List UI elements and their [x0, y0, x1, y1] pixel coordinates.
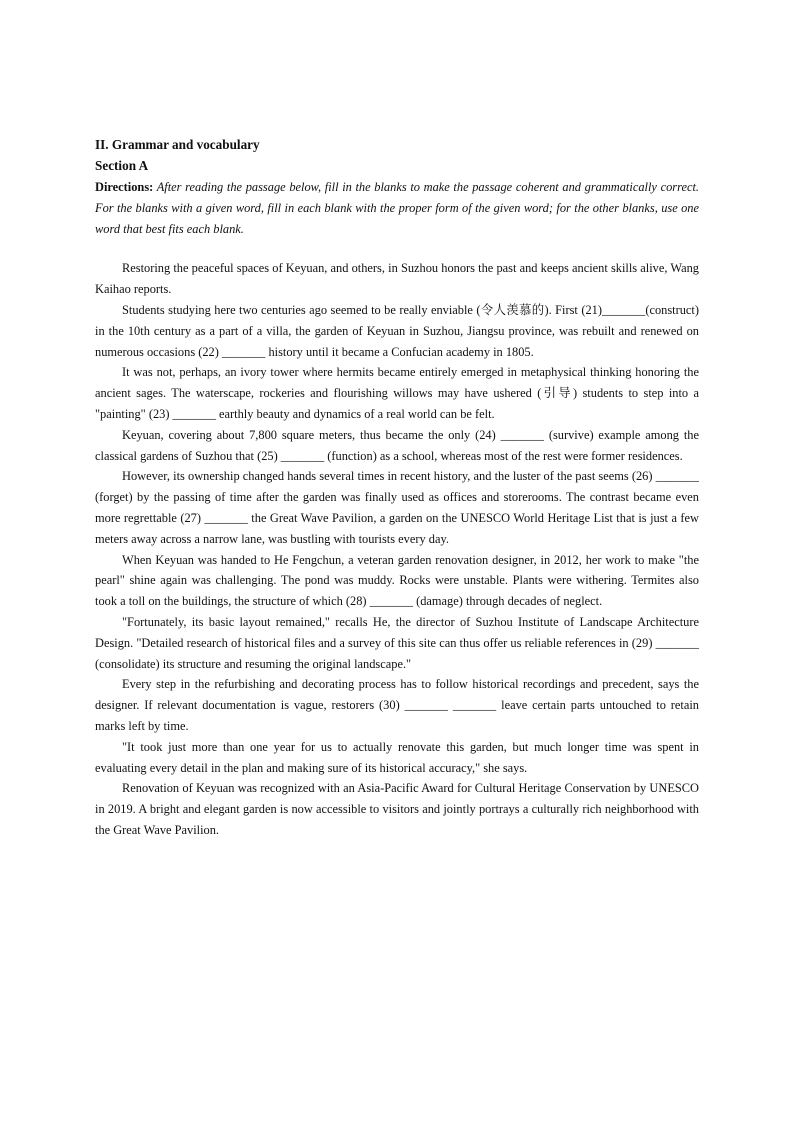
section-title: II. Grammar and vocabulary	[95, 137, 260, 152]
directions-label: Directions:	[95, 180, 154, 194]
paragraph-time-quote: "It took just more than one year for us to actually renovate this garden, but much longer time was spent in evaluating every detail in the plan and making sure of its historical accuracy," she says.	[95, 739, 699, 775]
paragraph-students: Students studying here two centuries ago seemed to be really enviable (令人羡慕的). First (21)_______(construct) in the 10th century as a part of a villa, the garden of Keyuan in Suzhou, Jiangsu province, was rebuilt and renewed on numerous occasions (22) _______ history until it became a Confucian academy in 1805.	[95, 302, 699, 359]
paragraph-intro: Restoring the peaceful spaces of Keyuan, and others, in Suzhou honors the past and keeps ancient skills alive, Wang Kaihao reports.	[95, 261, 699, 297]
document-body	[95, 135, 699, 841]
directions	[95, 177, 699, 239]
paragraph-ownership: However, its ownership changed hands several times in recent history, and the luster of the past seems (26) _______ (forget) by the passing of time after the garden was finally used as offices and storerooms. The contrast became even more regrettable (27) _______ the Great Wave Pavilion, a garden on the UNESCO World Heritage List that is just a few meters away across a narrow lane, was bustling with tourists every day.	[95, 469, 699, 546]
paragraph-renovation-start: When Keyuan was handed to He Fengchun, a veteran garden renovation designer, in 2012, her work to make "the pearl" shine again was challenging. The pond was muddy. Rocks were unstable. Plants were withering. Termites also took a toll on the buildings, the structure of which (28) _______ (damage) through decades of neglect.	[95, 552, 699, 609]
passage	[95, 258, 699, 840]
directions-text: After reading the passage below, fill in the blanks to make the passage coherent and grammatically correct. For the blanks with a given word, fill in each blank with the proper form of the given word; for the other blanks, use one word that best fits each blank.	[95, 180, 699, 236]
paragraph-award: Renovation of Keyuan was recognized with an Asia-Pacific Award for Cultural Heritage Conservation by UNESCO in 2019. A bright and elegant garden is now accessible to visitors and jointly portrays a culturally rich neighborhood with the Great Wave Pavilion.	[95, 781, 699, 837]
paragraph-refurbishing: Every step in the refurbishing and decorating process has to follow historical recordings and precedent, says the designer. If relevant documentation is vague, restorers (30) _______ _______ leave certain parts untouched to retain marks left by time.	[95, 677, 699, 733]
paragraph-layout-quote: "Fortunately, its basic layout remained," recalls He, the director of Suzhou Institute of Landscape Architecture Design. "Detailed research of historical files and a survey of this site can thus offer us reliable references in (29) _______ (consolidate) its structure and resuming the original landscape."	[95, 614, 699, 671]
paragraph-ivory-tower: It was not, perhaps, an ivory tower where hermits became entirely emerged in metaphysical thinking honoring the ancient sages. The waterscape, rockeries and flourishing willows may have ushered (引导) students to step into a "painting" (23) _______ earthly beauty and dynamics of a real world can be felt.	[95, 365, 699, 421]
section-subtitle: Section A	[95, 157, 149, 173]
paragraph-keyuan-size: Keyuan, covering about 7,800 square meters, thus became the only (24) _______ (survive) example among the classical gardens of Suzhou that (25) _______ (function) as a school, whereas most of the rest were former residences.	[95, 427, 699, 463]
